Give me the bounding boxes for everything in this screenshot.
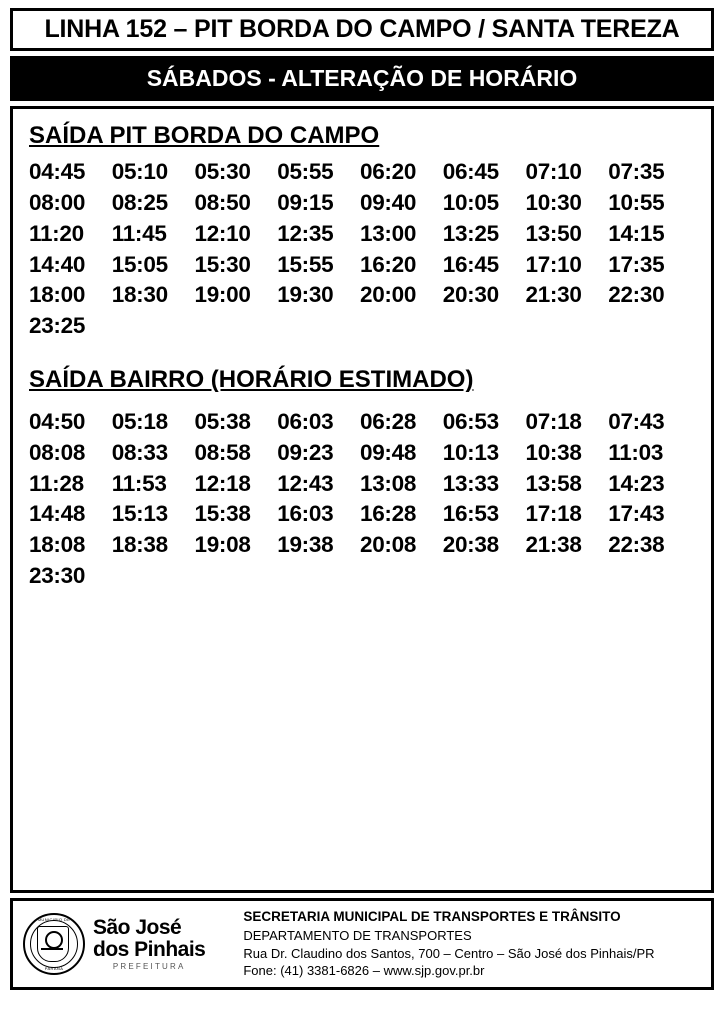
time-cell: 08:25 (111, 189, 168, 215)
time-cell: 05:38 (194, 408, 251, 434)
time-cell: 19:08 (194, 532, 251, 558)
time-cell: 11:20 (29, 220, 84, 246)
crest-bar (41, 948, 63, 950)
time-cell: 23:25 (29, 313, 86, 339)
brand-text (93, 917, 205, 971)
time-cell: 17:18 (525, 501, 582, 527)
time-cell: 07:43 (608, 408, 665, 434)
time-cell: 20:00 (360, 282, 417, 308)
time-cell: 13:50 (525, 220, 582, 246)
subtitle-bar (10, 56, 714, 101)
time-cell: 07:35 (608, 158, 665, 184)
time-cell: 18:38 (111, 532, 168, 558)
time-cell: 07:18 (525, 408, 582, 434)
city-brand (23, 913, 219, 975)
time-cell: 12:43 (277, 470, 334, 496)
time-cell: 06:53 (442, 408, 499, 434)
time-cell: 17:43 (608, 501, 665, 527)
time-cell: 19:00 (194, 282, 251, 308)
time-cell: 14:40 (29, 251, 86, 277)
section-departure-bairro (29, 367, 695, 591)
time-cell: 13:00 (360, 220, 417, 246)
time-cell: 12:35 (277, 220, 334, 246)
crest-bottom-text: PARANÁ (44, 966, 64, 972)
department-subtitle: DEPARTAMENTO DE TRANSPORTES (243, 927, 472, 943)
time-cell: 21:30 (525, 282, 582, 308)
time-cell: 19:30 (277, 282, 334, 308)
time-cell: 11:45 (111, 220, 167, 246)
time-cell: 08:50 (194, 189, 251, 215)
schedule-body (10, 106, 714, 893)
section-title-pit: SAÍDA PIT BORDA DO CAMPO (29, 122, 380, 150)
time-cell: 08:00 (29, 189, 86, 215)
time-cell: 08:33 (111, 439, 168, 465)
time-cell: 14:23 (608, 470, 665, 496)
time-cell: 15:55 (277, 251, 334, 277)
city-crest-icon (23, 913, 85, 975)
footer (10, 898, 714, 990)
time-cell: 16:20 (360, 251, 417, 277)
time-cell: 09:15 (277, 189, 334, 215)
time-cell: 08:08 (29, 439, 86, 465)
time-cell: 22:30 (608, 282, 665, 308)
times-grid-pit (29, 157, 691, 342)
time-cell: 13:25 (442, 220, 499, 246)
time-cell: 09:40 (360, 189, 417, 215)
time-cell: 18:30 (111, 282, 168, 308)
time-cell: 20:30 (442, 282, 499, 308)
department-info (231, 908, 701, 980)
time-cell: 06:45 (442, 158, 499, 184)
time-cell: 23:30 (29, 563, 86, 589)
time-cell: 15:13 (111, 501, 168, 527)
time-cell: 15:38 (194, 501, 251, 527)
time-cell: 07:10 (525, 158, 582, 184)
line-title-bar (10, 8, 714, 51)
time-cell: 10:55 (608, 189, 665, 215)
section-departure-pit (29, 123, 695, 341)
time-cell: 13:33 (442, 470, 499, 496)
time-cell: 16:03 (277, 501, 334, 527)
time-cell: 04:50 (29, 408, 86, 434)
time-cell: 17:35 (608, 251, 665, 277)
time-cell: 06:20 (360, 158, 417, 184)
time-cell: 05:55 (277, 158, 334, 184)
brand-subtitle: PREFEITURA (112, 962, 186, 972)
time-cell: 08:58 (194, 439, 251, 465)
time-cell: 15:05 (111, 251, 168, 277)
time-cell: 09:48 (360, 439, 417, 465)
time-cell: 05:18 (111, 408, 168, 434)
time-cell: 11:03 (608, 439, 664, 465)
times-grid-bairro (29, 407, 691, 592)
time-cell: 12:10 (194, 220, 251, 246)
time-cell: 16:28 (360, 501, 417, 527)
time-cell: 18:00 (29, 282, 86, 308)
time-cell: 12:18 (194, 470, 251, 496)
time-cell: 14:15 (608, 220, 665, 246)
time-cell: 18:08 (29, 532, 86, 558)
brand-line-1: São José (93, 916, 182, 940)
time-cell: 04:45 (29, 158, 86, 184)
time-cell: 14:48 (29, 501, 86, 527)
time-cell: 16:45 (442, 251, 499, 277)
time-cell: 10:30 (525, 189, 582, 215)
time-cell: 22:38 (608, 532, 665, 558)
crest-top-text: MUNICIPIO DE (37, 917, 71, 923)
time-cell: 10:05 (442, 189, 499, 215)
time-cell: 05:10 (111, 158, 168, 184)
time-cell: 09:23 (277, 439, 334, 465)
time-cell: 06:03 (277, 408, 334, 434)
time-cell: 19:38 (277, 532, 334, 558)
time-cell: 10:38 (525, 439, 582, 465)
time-cell: 06:28 (360, 408, 417, 434)
page-title: LINHA 152 – PIT BORDA DO CAMPO / SANTA TEREZA (44, 15, 680, 43)
time-cell: 10:13 (442, 439, 499, 465)
time-cell: 20:08 (360, 532, 417, 558)
department-contact: Fone: (41) 3381-6826 – www.sjp.gov.pr.br (243, 963, 485, 979)
time-cell: 13:08 (360, 470, 417, 496)
time-cell: 11:28 (29, 470, 84, 496)
time-cell: 17:10 (525, 251, 582, 277)
time-cell: 15:30 (194, 251, 251, 277)
time-cell: 13:58 (525, 470, 582, 496)
time-cell: 21:38 (525, 532, 582, 558)
subtitle-text: SÁBADOS - ALTERAÇÃO DE HORÁRIO (146, 65, 578, 92)
time-cell: 16:53 (442, 501, 499, 527)
time-cell: 11:53 (111, 470, 167, 496)
time-cell: 05:30 (194, 158, 251, 184)
brand-line-2: dos Pinhais (93, 938, 206, 962)
department-title: SECRETARIA MUNICIPAL DE TRANSPORTES E TRÂNSITO (243, 909, 621, 925)
department-address: Rua Dr. Claudino dos Santos, 700 – Centro – São José dos Pinhais/PR (243, 945, 655, 961)
time-cell: 20:38 (442, 532, 499, 558)
section-title-bairro: SAÍDA BAIRRO (HORÁRIO ESTIMADO) (29, 366, 474, 394)
